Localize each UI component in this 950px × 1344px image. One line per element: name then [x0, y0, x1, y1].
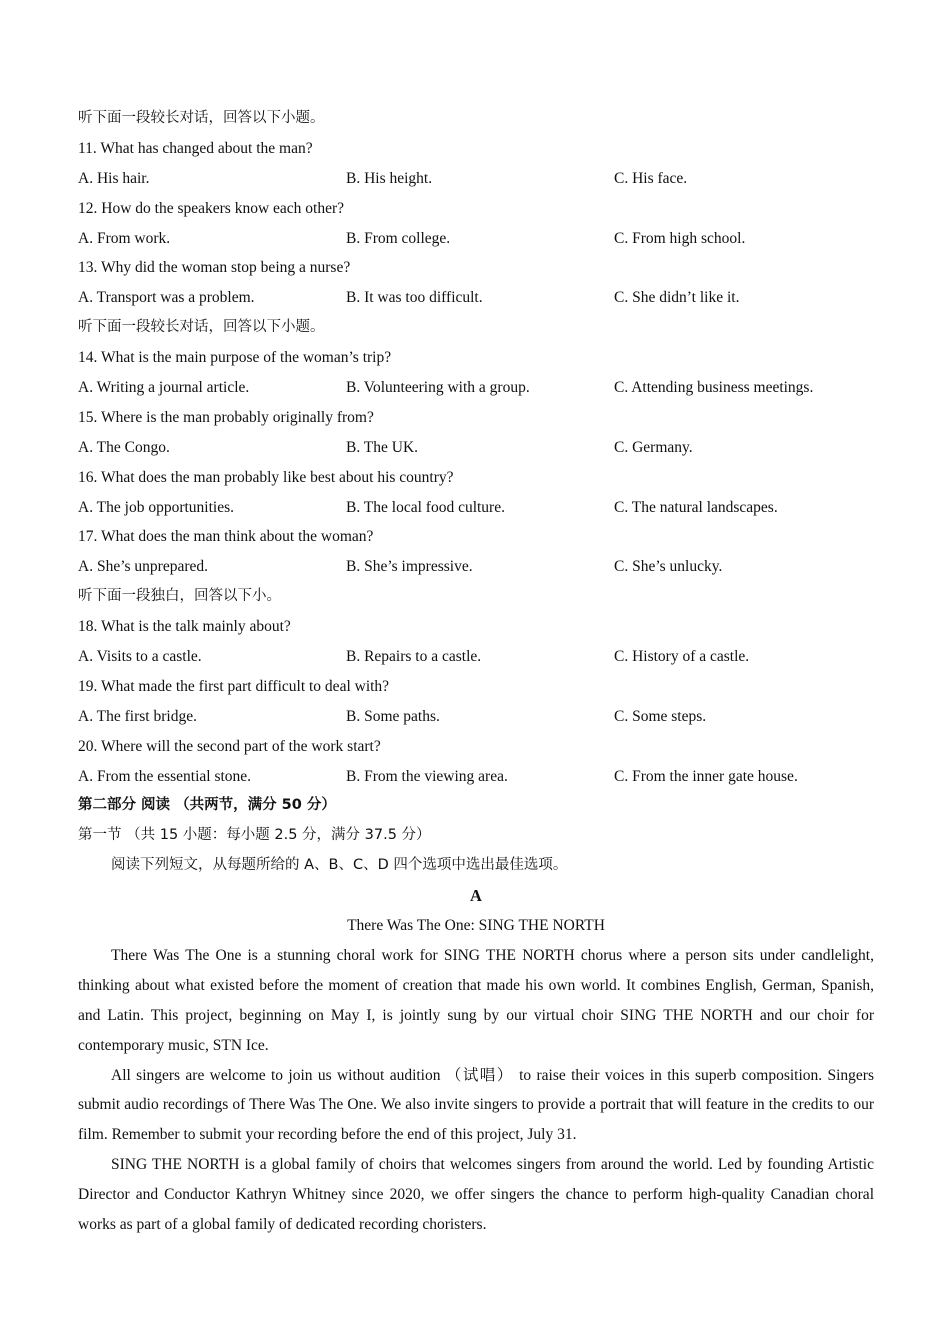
- question-19: 19. What made the first part difficult to deal with?: [78, 677, 390, 695]
- instruction: 阅读下列短文，从每题所给的 A、B、C、D 四个选项中选出最佳选项。: [111, 857, 568, 874]
- part-title: 第二部分 阅读 （共两节，满分 50 分）: [78, 797, 336, 814]
- option-a: A. Transport was a problem.: [78, 289, 255, 307]
- question-18: 18. What is the talk mainly about?: [78, 618, 291, 636]
- options-13: [78, 283, 874, 313]
- option-c: C. His face.: [614, 169, 688, 187]
- option-b: B. His height.: [346, 169, 433, 187]
- section-intro: 听下面一段独白，回答以下小。: [78, 588, 281, 605]
- question-16: 16. What does the man probably like best about his country?: [78, 468, 454, 486]
- option-a: A. His hair.: [78, 169, 150, 187]
- question-20: 20. Where will the second part of the work start?: [78, 737, 381, 755]
- option-c: C. The natural landscapes.: [614, 498, 778, 516]
- options-20: [78, 762, 874, 792]
- options-18: [78, 642, 874, 672]
- option-c: C. From the inner gate house.: [614, 767, 798, 785]
- option-c: C. History of a castle.: [614, 648, 750, 666]
- option-b: B. Volunteering with a group.: [346, 379, 530, 397]
- option-c: C. Germany.: [614, 438, 693, 456]
- passage-letter: A: [470, 886, 482, 906]
- paragraph-3: SING THE NORTH is a global family of choirs that welcomes singers from around the world. Led by founding Artistic Director and Conductor Kathryn Whitney since 2020, we offer singers the chance to perform high-quality Canadian choral works as part of a global family of dedicated recording choristers.: [78, 1156, 874, 1234]
- option-c: C. Some steps.: [614, 707, 707, 725]
- option-a: A. The first bridge.: [78, 707, 197, 725]
- option-b: B. Repairs to a castle.: [346, 648, 482, 666]
- option-b: B. From the viewing area.: [346, 767, 508, 785]
- option-b: B. The UK.: [346, 438, 419, 456]
- option-b: B. Some paths.: [346, 707, 440, 725]
- option-a: A. The Congo.: [78, 438, 170, 456]
- options-19: [78, 702, 874, 732]
- question-11: 11. What has changed about the man?: [78, 139, 313, 157]
- section-intro: 听下面一段较长对话，回答以下小题。: [78, 110, 325, 126]
- option-a: A. The job opportunities.: [78, 498, 234, 516]
- section-title: 第一节 （共 15 小题：每小题 2.5 分，满分 37.5 分）: [78, 827, 431, 844]
- option-a: A. From work.: [78, 229, 171, 247]
- option-b: B. From college.: [346, 229, 451, 247]
- option-b: B. The local food culture.: [346, 498, 505, 516]
- option-b: B. It was too difficult.: [346, 289, 483, 307]
- question-13: 13. Why did the woman stop being a nurse?: [78, 259, 351, 277]
- paragraph-1: There Was The One is a stunning choral work for SING THE NORTH chorus where a person sits under candlelight, thinking about what existed before the moment of creation that made his own world. It combines English, German, Spanish, and Latin. This project, beginning on May I, is jointly sung by our virtual choir SING THE NORTH and our choir for contemporary music, STN Ice.: [78, 946, 874, 1054]
- options-14: [78, 373, 874, 403]
- options-17: [78, 552, 874, 582]
- section-intro: 听下面一段较长对话，回答以下小题。: [78, 319, 325, 336]
- passage-title: There Was The One: SING THE NORTH: [347, 917, 605, 935]
- question-15: 15. Where is the man probably originally from?: [78, 408, 374, 426]
- question-17: 17. What does the man think about the woman?: [78, 528, 374, 546]
- option-a: A. From the essential stone.: [78, 767, 252, 785]
- option-b: B. She’s impressive.: [346, 558, 473, 576]
- options-15: [78, 433, 874, 463]
- option-c: C. She didn’t like it.: [614, 289, 740, 307]
- option-a: A. Writing a journal article.: [78, 379, 250, 397]
- option-c: C. Attending business meetings.: [614, 379, 814, 397]
- option-a: A. Visits to a castle.: [78, 648, 202, 666]
- options-16: [78, 493, 874, 523]
- exam-page: [78, 104, 874, 1240]
- question-14: 14. What is the main purpose of the woman’s trip?: [78, 349, 392, 367]
- option-a: A. She’s unprepared.: [78, 558, 208, 576]
- option-c: C. She’s unlucky.: [614, 558, 723, 576]
- question-12: 12. How do the speakers know each other?: [78, 199, 344, 217]
- options-11: [78, 164, 874, 194]
- paragraph-2: All singers are welcome to join us without audition （试唱） to raise their voices in this superb composition. Singers submit audio recordings of There Was The One. We also invite singers to provide a portrait that will feature in the credits to our film. Remember to submit your recording before the end of this project, July 31.: [78, 1066, 874, 1144]
- options-12: [78, 224, 874, 254]
- option-c: C. From high school.: [614, 229, 746, 247]
